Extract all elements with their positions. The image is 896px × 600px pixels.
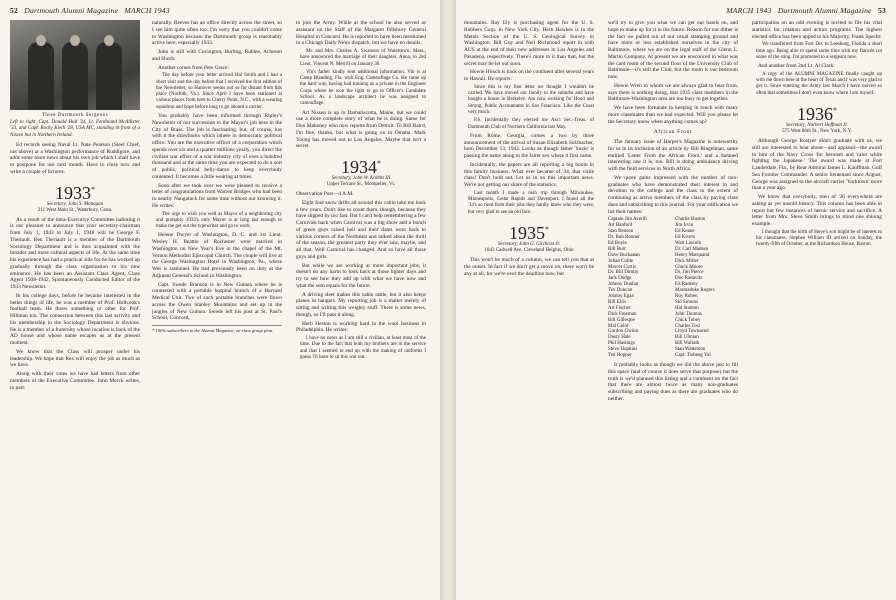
member-name: Bill Ullman xyxy=(675,335,699,341)
member-name: Dick Miller xyxy=(675,258,699,264)
paragraph: It probably looks as though we did the above just to fill this space (and of course it does serve that purpose) but the truth is we'd planned this listing and a comment on the fact that there are almost twice as many non-graduates subscribing and paying dues as there are graduates who do neither. xyxy=(608,362,738,402)
member-name: Dr. Jim Pierce xyxy=(675,270,704,276)
class-secretary: Secretary, Norbert Hoffman Jr. xyxy=(786,123,848,129)
secretary-address: 211 West Main St., Waterbury, Conn. xyxy=(37,207,113,213)
member-name: Jim Irvin xyxy=(675,223,694,229)
member-name: Ed Keane xyxy=(675,229,695,235)
member-name: Ted Hopper xyxy=(608,353,632,359)
member-name: Chick Tobey xyxy=(675,317,701,323)
left-column-1 xyxy=(10,20,140,393)
secretary-address: Upper Terrace St., Montpelier, Vt. xyxy=(326,182,396,188)
class-1935-heading xyxy=(464,221,594,254)
member-name: Gordon Gwinn xyxy=(608,329,639,335)
paragraph: Soon after we took over we were pleased to receive a letter of congratulations from Warren Bridges who had been in nearby Naugatuck for some time without our knowing it. He writes: xyxy=(152,182,282,209)
paragraph: As a result of the intra-Executive Committee balloting it is our pleasure to announce that your secretary-chairman from July 1, 1943 to July 1, 1948 will be George F. Theriault. Ben Theriault is a member of the Dartmouth Sociology Department and is thus acquainted with the broader and more cultural aspects of life. At the same time his experience has had a practical side for he has worked up gradually through the class organization to his new eminence. He has been an Assistant Class Agent, Class Agent 1938-1942, Spontaneously Conducted Editor of the 1933 Newsletter. xyxy=(10,216,140,291)
names-column-right xyxy=(675,217,738,359)
member-name: Dr. Bill Dimity xyxy=(608,270,639,276)
member-name: Chuck Moore xyxy=(675,264,703,270)
paragraph: John is still with Covington, Burling, Rublee, Acheson and Shorb. xyxy=(152,49,282,62)
member-name: Lloyd Townsend xyxy=(675,329,709,335)
member-name: Johnny Dunbar xyxy=(608,282,639,288)
quoted-letter: The day before your letter arrived Hal Smith and I had a short visit and the day before that I received the first edition of the Newsletter, so Hanover seems not so far distant from this place (Norfolk, Va.). Since April I have been stationed at various places from here to Cherry Point, N.C., with a wearing squadron and hope before long to go aboard a carrier. xyxy=(156,73,282,110)
member-name: Ed Ramsey xyxy=(675,282,698,288)
subscriber-mark: * xyxy=(91,184,95,194)
quoted-letter: The urge to wish you well as Mayor of a neighboring city and probably 1933's only Mayor is at long last enough to make me get out the typewriter and go to work. xyxy=(156,211,282,230)
magazine-name: Dartmouth Alumni Magazine xyxy=(24,6,119,15)
member-name: Bill Gillespie xyxy=(608,317,635,323)
member-name: Ed Boyle xyxy=(608,240,627,246)
member-name: Tex Duncan xyxy=(608,288,633,294)
member-name: Dusty Hale xyxy=(608,335,631,341)
paragraph: And another from 2nd Lt. Al Clark: xyxy=(758,63,835,70)
member-name: Henry Marquand xyxy=(675,252,710,258)
paragraph: We know that everybody, men of '36 everywhere are asking as yet unsold history. This column has been able to report but few instances of heroic service and sacrifice. A letter from Mrs. Steve Smith brings to mind one shining example. xyxy=(752,194,882,228)
paragraph: We quote gains impressed with the number of non-graduates who have demonstrated their interest in and devotion to the college and the class to the extent of continuing as active members of the class by paying class dues and subscribing to this journal. For your edification we list their names: xyxy=(608,174,738,215)
quoted-letter: I thought that the birth of Steve's son might be of interest to his classmates. Stephen William III arrived on Sunday, the twenty-fifth of October, at the Richardson House, Boston. xyxy=(756,229,882,248)
section-subhead: African Front xyxy=(653,129,693,136)
paragraph: This won't be much of a column, we can tell you that at the outset. In fact if we don't get a move on, there won't be any at all, for we're over the deadline now, but xyxy=(464,257,594,277)
quoted-letter: I have no news as I am still a civilian, at least most of the time. Due to the fact that both my brothers are in the service and that I seemed to end up with the making of uniforms I guess I'll have to sit this war out. xyxy=(300,336,426,361)
member-name: Charles Tosi xyxy=(675,323,700,329)
member-name: Julian Coble xyxy=(608,258,634,264)
secretary-address: 1843 Cadwell Ave. Cleveland Heights, Ohio xyxy=(484,248,574,254)
member-name: John Thomas xyxy=(675,311,702,317)
magazine-name: Dartmouth Alumni Magazine xyxy=(777,6,872,15)
quoted-letter: Since this is my first letter we thought I wouldn't be carried. We have moved our family to the suburbs and have bought a house in Berkeley. Am now working for Hood and Strong, Public Accountants in San Francisco. Like the Coast very much. xyxy=(468,84,594,115)
member-name: Mal Gelof xyxy=(608,323,629,329)
paragraph: We have been fortunate in keeping in touch with many more classmates than we had expected. Will you please let the Secretary know when anything comes up? xyxy=(608,105,738,125)
paragraph: to join the Army. While at the school he also served as assistant on the Staff of the Margaret Pillsbury General Hospital in Concord. He is reported to have been mentioned in a Chicago Daily News dispatch, but we have no details. xyxy=(296,20,426,47)
class-1933-heading xyxy=(10,181,140,214)
paragraph: Another comes from Pete Grace: xyxy=(158,64,229,71)
paragraph: Incidentally, the papers are all reporting a big boom in this family business. What ever became of '34, that virile class! Don't hold out. Let us in on this important news. We're not getting our share of the statistics. xyxy=(464,161,594,189)
quoted-letter: Last month I made a rush trip through Milwaukee, Minneapolis, Cedar Rapids and Davenport. I found all the '34's so tired from their jobs they hardly knew who they were, but very glad to see an old face. xyxy=(468,190,594,215)
right-page xyxy=(456,0,896,600)
paragraph: Helene Dwyer of Washington, D. C. and 1st Lieut. Wesley H. Beattie of Rochester were married in Washington on New Year's Eve in the chapel of the Mt. Vernon Methodist Episcopal Church. The couple will live at the George Washington Hotel in Washington, Pa., where Wes is stationed. He had previously been on duty at the Adjutant General's School in Washington. xyxy=(152,232,282,279)
member-name: Art Fischer xyxy=(608,305,631,311)
subscriber-mark: * xyxy=(833,106,837,116)
class-year: 1934 xyxy=(341,157,377,178)
paragraph: Howie Wren to whom we are always glad to hear from, says there is nothing doing, that 1935 class members in the Baltimore-Washington area are too busy to get together. xyxy=(608,82,738,103)
binding-gutter xyxy=(440,0,456,600)
dateline: Observation Post—4 A.M. xyxy=(296,191,354,198)
member-name: Doc Radavitz xyxy=(675,276,703,282)
member-name: Stan Watterson xyxy=(675,347,706,353)
class-year: 1935 xyxy=(509,223,545,244)
page-number: 53 xyxy=(878,6,886,15)
right-column-2 xyxy=(608,20,738,598)
paragraph: Although George Rostyer didn't graduate with us, we still are interested to hear about—and applaud—the award to him of the Navy Cross 'for heroism and valor while fighting the Japanese.' The award was made at Fort Lauderdale, Fla., by Rear Admiral James L. Kauffman, Gulf Sea Frontier Commander. A senior lieutenant since August, George was assigned to the aircraft carrier 'Yorktown' more than a year ago. xyxy=(752,138,882,192)
paragraph: The January issue of Harper's Magazine is noteworthy for us in its inclusion of an article by Bill Ringelman, same entitled 'Letter From the African Front,' and a damned interesting one it is, too. Bill is doing ambulance driving with the field services in North Africa. xyxy=(608,139,738,172)
paragraph: We know that the Class will prosper under his leadership. We hope that Rex will enjoy the job as much as we have. xyxy=(10,348,140,369)
class-year: 1936 xyxy=(797,104,833,125)
right-column-1 xyxy=(464,20,594,598)
member-name: Art Banford xyxy=(608,223,633,229)
member-name: Dr. Carl Madsen xyxy=(675,246,709,252)
member-name: Bill Ellis xyxy=(608,299,626,305)
caption-text: Left to right, Capt. Donald Hull '24, Lt. Ferdinand McAllister '33, and Capt. Rocky Kieth '28, USA MC, standing in front of a Nissen hut in Northern Ireland. xyxy=(10,120,140,138)
footnote: * 100% subscribers to the Alumni Magazine, on class group plan. xyxy=(152,325,282,334)
paragraph: Herb Heston is working hard in the wool business in Philadelphia. He writes: xyxy=(296,320,426,334)
paragraph: Ed records seeing Naval Lt. Nate Pearson (Steel Chief, not above) at a Washington performance of Ruddigore, and adds some more news about his own job which I shall have to postpone for use next month. Have to close now and write a couple of lictures. xyxy=(10,141,140,175)
member-name: Captain Jim Averill xyxy=(608,217,647,223)
paragraph: Capt. Swede Branson is in New Guinea where he is connected with a portable hospital branch of a Harvard Medical Unit. Two of such portable branches were flown across the Owen Stanley Mountains and set up in the jungles of New Guinea. Swede left his post at St. Paul's School, Concord, xyxy=(152,281,282,322)
member-name: Ed Kivers xyxy=(675,234,696,240)
paragraph: participation on an odd evening is invited to file his vital statistics for rotation and action programs. The highest elected office has been upped to his Majority, Frank Specht: xyxy=(752,20,882,40)
class-secretary: Secretary, John G. Gilchrist Jr. xyxy=(497,242,561,248)
quoted-letter: Vin's father kindly sent additional information. Vin is at Camp Blanding, Fla. with Eng. Camouflage Co. He came up the hard way, having had training as a private in the Engineer Corps where he won the right to go to Officer's Candidate School. As a landscape architect he was assigned to camouflage. xyxy=(300,69,426,107)
member-name: Dr. Bob Bonner xyxy=(608,234,640,240)
member-name: Capt. Tisheng Yui xyxy=(675,353,711,359)
quoted-letter: P.S. Incidentally they elected me Ass't Sec.-Treas. of Dartmouth Club of Northern California last May. xyxy=(468,118,594,130)
paragraph: Eight foot snow drifts all around this cabin take me back a few years. Don't like to count them, though, because they have slipped by too fast. But I can't help remembering a few Carnivals back when Carnival was a big show and a bunch of green guys raised hell and their dates went back to various corners of the Northeast and talked about the thrill of the season, the greatest party they ever saw, maybe, and all that. Well Carnival has changed. And so have all those guys and girls. xyxy=(296,199,426,260)
right-running-head xyxy=(726,6,886,15)
class-1936-heading xyxy=(752,102,882,135)
subscriber-mark: * xyxy=(545,225,549,235)
issue-month: MARCH 1943 xyxy=(124,6,170,15)
left-column-3 xyxy=(296,20,426,598)
paragraph: we'll try to give you what we can get our hands on, and hope to make up for it in the future. Reason for our dither is the fact we pulled out of our usual stamping ground and have more or less established ourselves in the city of Baltimore, where we are on the legal staff of the Glenn L. Martin Company. At present we are ensconced in what was the card room of the second floor of the University Club of Baltimore—it's still the Club, but the room is our bedroom now. xyxy=(608,20,738,80)
quoted-letter: We transferred from Fort Dix to Leesburg, Florida a short time ago. Being able to spend some time with my fiancée cut some of the sting. I'm promoted to a sergeant now. xyxy=(756,42,882,60)
member-name: Bill Walrath xyxy=(675,341,700,347)
member-name: Charlie Huston xyxy=(675,217,706,223)
left-page xyxy=(0,0,440,600)
member-name: Johnny Egan xyxy=(608,294,634,300)
paragraph: Howie Hirsch is back on the continent after several years in Hawaii. He reports: xyxy=(464,69,594,82)
class-year: 1933 xyxy=(55,182,91,203)
class-1934-heading xyxy=(296,155,426,188)
paragraph: In his college days, before he became interested in the better things of life, he was a member of Prof. Hollcook's football team. He threw something or other for Prof. Hillman too. The connection between this last activity and his membership in the Sociology Department is obvious. He is a member of a fraternity whose location is back of the AD house and whose name escapes us at the present moment. xyxy=(10,292,140,347)
member-name: Bill Burr xyxy=(608,246,626,252)
member-name: Stan Benson xyxy=(608,229,634,235)
member-name: Jack Dodge xyxy=(608,276,632,282)
names-column-left xyxy=(608,217,671,359)
quoted-letter: Mr. and Mrs. Charles A. Swanson of Watertown, Mass., have announced the marriage of their daughter, Anna, to 2nd Lieut. Vincent N. Merrill on January 30. xyxy=(300,49,426,67)
member-name: Mercer Curtis xyxy=(608,264,636,270)
paragraph: Art Nissen is up in Damariscotta, Maine, but we could use a more complete story of what he is doing. Same for Don Mahoney who now reports from Detroit. To Bill Baird, I'm fine, thanks, but what is going on in Omaha. Mark Young has moved out to Los Angeles. Maybe that isn't a secret. xyxy=(296,109,426,150)
paragraph: mountains. Ray Ely is purchasing agent for the U. S. Rubbers Corp. in New York City. Herb Hawkes is in the Metals Section of the U. S. Geological Survey in Washington. Bill Guy and Neil Richmond report in with AUS at the end of their new addresses in Los Angeles and Pasadena, respectively. There's more to it than that, but the secret may be let out soon. xyxy=(464,20,594,67)
caption-title: Three Dartmouth Surgeons xyxy=(41,113,109,118)
member-name: Dick Freeman xyxy=(608,311,637,317)
member-name: Walt Lincoln xyxy=(675,240,702,246)
issue-month: MARCH 1943 xyxy=(726,6,772,15)
class-secretary: Secretary, John W. Knibbs III xyxy=(331,176,391,182)
member-name: Marmaduke Rogers xyxy=(675,288,715,294)
member-name: Roy Ruben xyxy=(675,294,698,300)
left-column-2 xyxy=(152,20,282,598)
quoted-letter: A copy of the ALUMNI MAGAZINE finally caught up with me down here at the heart of Texas and I was very glad to get it. Since entering the Army last March I have moved so often that sometimes I don't even know where I am myself. xyxy=(756,71,882,96)
paragraph: From Rome, Georgia, comes a two by three announcement of the arrival of Susan Elizabeth Sulzbacher, born December 13, 1942. Looks as though father 'Suzie' is passing the name along to the fairer sex where it first came. xyxy=(464,132,594,160)
member-name: Hal Stanton xyxy=(675,305,699,311)
non-graduate-name-list xyxy=(608,217,738,359)
member-name: Sid Simons xyxy=(675,299,698,305)
page-number: 52 xyxy=(10,6,18,15)
paragraph: But while we are working at more important jobs, it doesn't do any harm to look back at those lighter days and try to see how they add up with what we have now and what the sum equals for the future. xyxy=(296,262,426,289)
paragraph: A driving sleet makes this cabin rattle, but it also keeps planes in hangars. My reporting job is a matter merely of sitting and writing this weighty stuff. There is some news, though, so I'll pass it along. xyxy=(296,291,426,318)
secretary-address: 575 West 86th St., New York, N.Y. xyxy=(782,129,852,135)
right-column-3 xyxy=(752,20,882,598)
member-name: Dave Buchanan xyxy=(608,252,640,258)
class-secretary: Secretary, John S. Monagan xyxy=(46,201,104,207)
left-running-head xyxy=(10,6,170,15)
member-name: Phil Hastings xyxy=(608,341,635,347)
paragraph: naturally. Reeves has an office directly across the street, so I see him quite often too. I'm sorry that you couldn't come to Washington because the Dartmouth group is reasonably active here, especially 1933. xyxy=(152,20,282,47)
subscriber-mark: * xyxy=(377,159,381,169)
paragraph: Along with their votes we have had letters from other members of the Executive Committee. John Merck writes, in part: xyxy=(10,371,140,391)
surgeons-photo xyxy=(10,20,140,110)
photo-caption xyxy=(10,113,140,139)
paragraph: You probably have been informed through Ripley's Newsletter of our succession to the Mayor's job here in the City of Brass. The job is fascinating, but, of course, has with it the drawbacks which inhere in democratic political office. You are the executive officer of a corporation which spends over six and a quarter millions yearly, you direct the civilian war effort of a war industry city of over a hundred thousand and at the same time you are expected to do a sort of public, political belly-dance to keep everybody contented. It becomes a little wearing at times. xyxy=(152,113,282,180)
member-name: Steve Hopkins xyxy=(608,347,638,353)
